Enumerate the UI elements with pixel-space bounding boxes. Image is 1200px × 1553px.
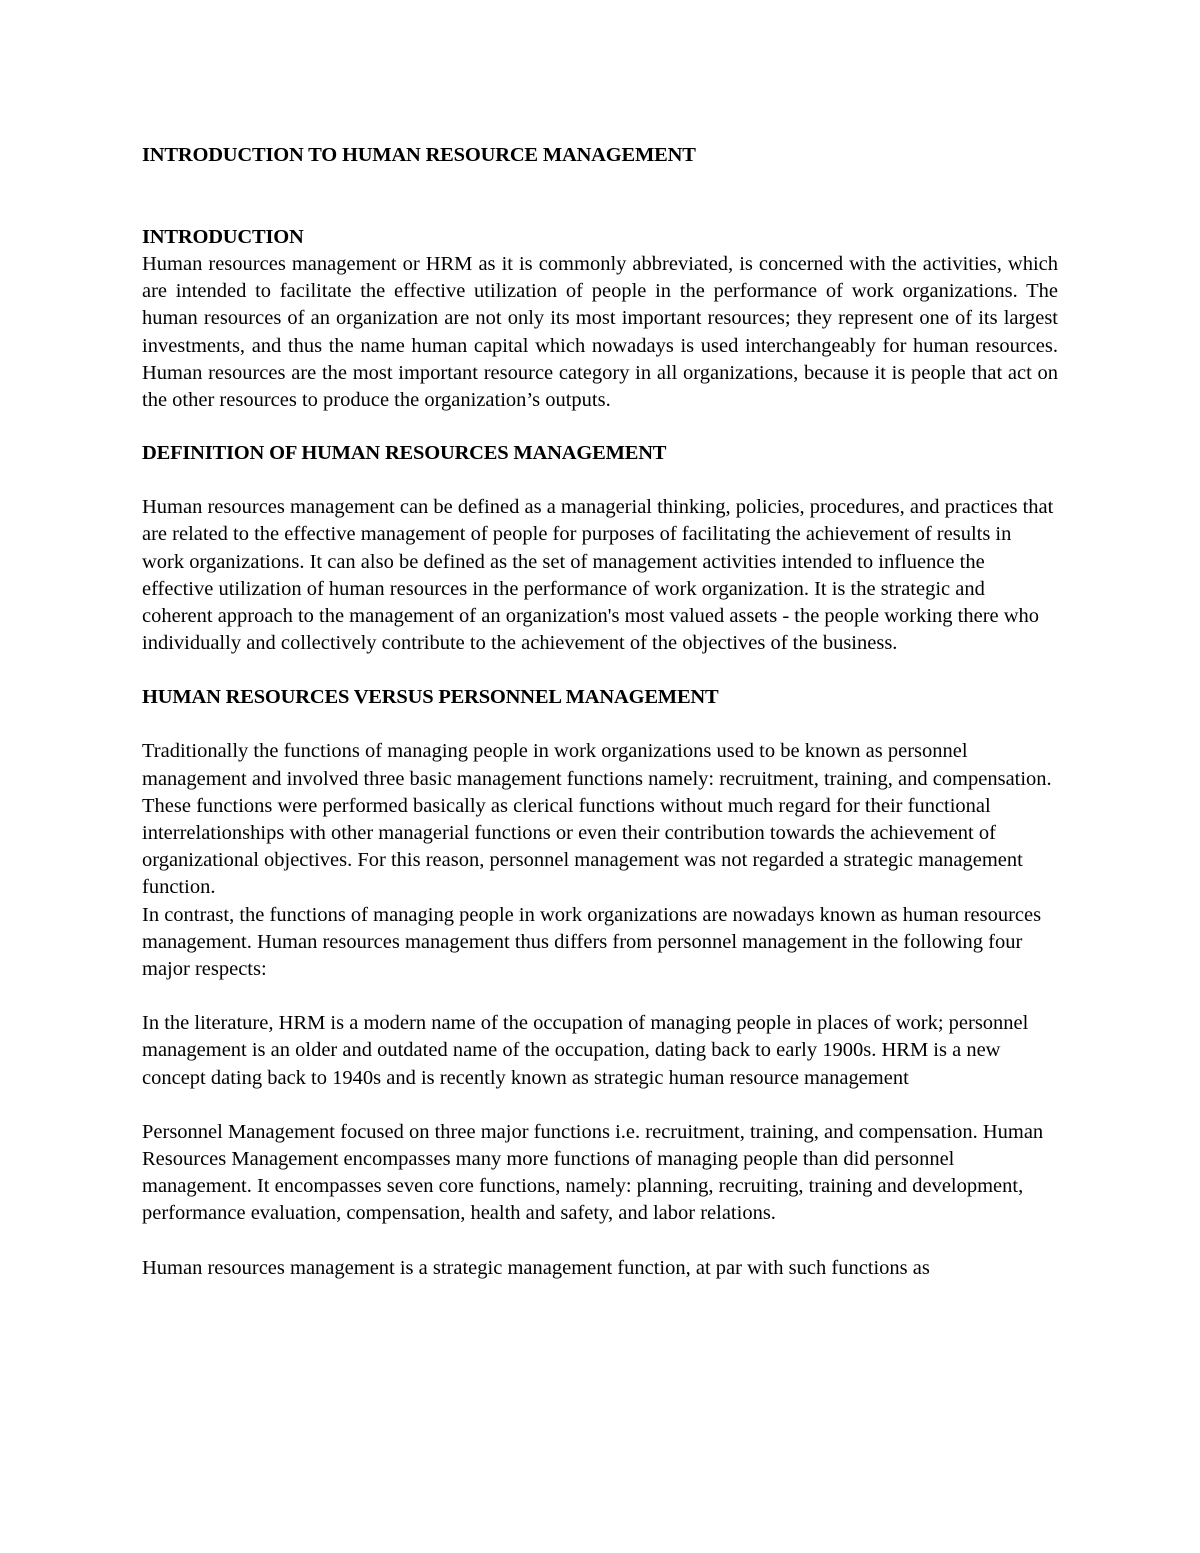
section-heading-hr-vs-personnel: HUMAN RESOURCES VERSUS PERSONNEL MANAGEMENT <box>142 686 719 709</box>
section-heading-introduction: INTRODUCTION <box>142 226 304 248</box>
document-title: INTRODUCTION TO HUMAN RESOURCE MANAGEMENT <box>142 144 696 166</box>
paragraph-traditional: Traditionally the functions of managing people in work organizations used to be known as personnel management and involved three basic management functions namely: recruitment, training, and compensation. These functions were performed basically as clerical functions without much regard for their functional interrelationships with other managerial functions or even their contribution towards the achievement of organizational objectives. For this reason, personnel management was not regarded a strategic management function. <box>142 740 1052 899</box>
paragraph-literature: In the literature, HRM is a modern name of the occupation of managing people in places of work; personnel management is an older and outdated name of the occupation, dating back to early 1900s. HRM is a new concept dating back to 1940s and is recently known as strategic human resource management <box>142 1012 1029 1089</box>
paragraph-strategic: Human resources management is a strategic management function, at par with such functions as <box>142 1256 930 1279</box>
paragraph-introduction: Human resources management or HRM as it is commonly abbreviated, is concerned with the activities, which are intended to facilitate the effective utilization of people in the performance of work organizations. The human resources of an organization are not only its most important resources; they represent one of its largest investments, and thus the name human capital which nowadays is used interchangeably for human resources. Human resources are the most important resource category in all organizations, because it is people that act on the other resources to produce the organization’s outputs. <box>142 253 1058 412</box>
paragraph-contrast: In contrast, the functions of managing people in work organizations are nowadays known as human resources management. Human resources management thus differs from personnel management in the following four major respects: <box>142 903 1042 981</box>
paragraph-functions: Personnel Management focused on three major functions i.e. recruitment, training, and compensation. Human Resources Management encompasses many more functions of managing people than did personnel management. It encompasses seven core functions, namely: planning, recruiting, training and development, performance evaluation, compensation, health and safety, and labor relations. <box>142 1120 1044 1225</box>
document-page <box>142 142 1058 1282</box>
section-heading-definition: DEFINITION OF HUMAN RESOURCES MANAGEMENT <box>142 442 667 465</box>
paragraph-definition: Human resources management can be defined as a managerial thinking, policies, procedures, and practices that are related to the effective management of people for purposes of facilitating the achievement of results in work organizations. It can also be defined as the set of management activities intended to influence the effective utilization of human resources in the performance of work organization. It is the strategic and coherent approach to the management of an organization's most valued assets - the people working there who individually and collectively contribute to the achievement of the objectives of the business. <box>142 496 1054 655</box>
